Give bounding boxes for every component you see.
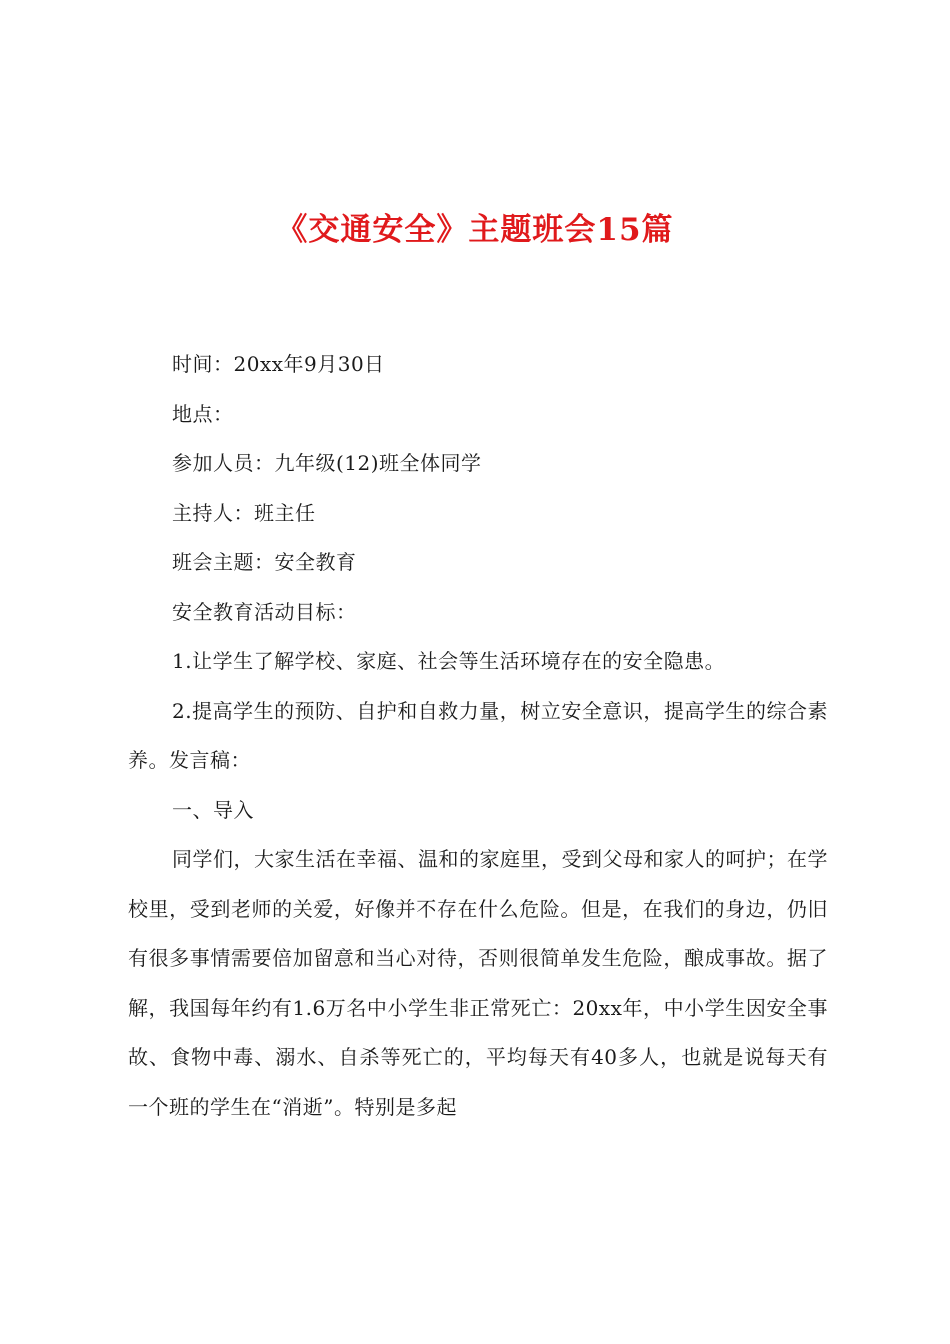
document-title: 《交通安全》主题班会15篇 [276, 212, 674, 248]
goals-heading: 安全教育活动目标： [172, 599, 357, 624]
meeting-participants: 参加人员：九年级(12)班全体同学 [172, 451, 482, 475]
meeting-theme: 班会主题：安全教育 [172, 550, 357, 574]
intro-paragraph: 同学们，大家生活在幸福、温和的家庭里，受到父母和家人的呵护；在学校里，受到老师的关爱，好像并不存在什么危险。但是，在我们的身边，仍旧有很多事情需要倍加留意和当心对待，否则很简单发生危险，酿成事故。据了解，我国每年约有1.6万名中小学生非正常死亡：20xx年，中小学生因安全事故、食物中毒、溺水、自杀等死亡的，平均每天有40多人，也就是说每天有一个班的学生在“消逝”。特别是多起 [128, 847, 828, 1119]
meeting-location: 地点： [172, 401, 234, 426]
meeting-time: 时间：20xx年9月30日 [172, 352, 385, 376]
goal-item-1: 1.让学生了解学校、家庭、社会等生活环境存在的安全隐患。 [172, 649, 726, 673]
section-heading-intro: 一、导入 [172, 797, 254, 822]
meeting-host: 主持人：班主任 [172, 500, 316, 525]
goal-item-2: 2.提高学生的预防、自护和自救力量，树立安全意识，提高学生的综合素养。发言稿： [128, 698, 828, 772]
document-body [128, 340, 828, 1132]
